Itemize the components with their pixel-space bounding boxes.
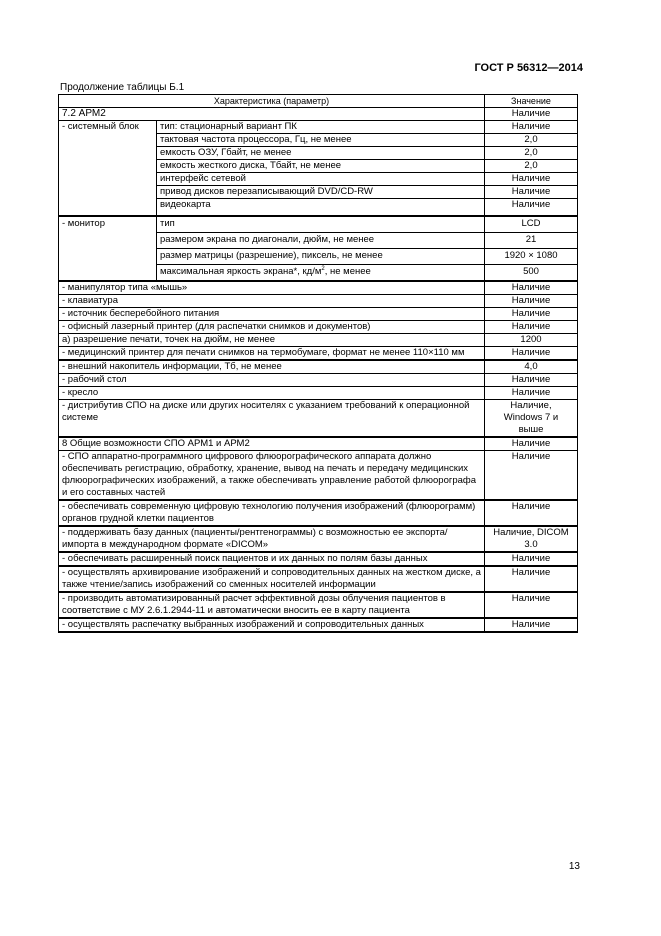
value-cell: Наличие [485, 552, 578, 566]
table-row [59, 216, 578, 233]
value-cell: LCD [485, 216, 578, 233]
group-label-monitor: - монитор [59, 216, 157, 281]
value-cell: Наличие [485, 186, 578, 199]
table-row [59, 281, 578, 295]
table-row [59, 347, 578, 361]
param-cell: - источник бесперебойного питания [59, 308, 485, 321]
brightness-text-suffix: , не менее [324, 266, 371, 277]
param-cell: интерфейс сетевой [157, 173, 485, 186]
value-cell: 4,0 [485, 360, 578, 374]
param-cell: - обеспечивать современную цифровую технологию получения изображений (флюорограмм) органов грудной клетки пациентов [59, 500, 485, 526]
table-row [59, 552, 578, 566]
param-cell: - офисный лазерный принтер (для распечатки снимков и документов) [59, 321, 485, 334]
param-cell: тактовая частота процессора, Гц, не менее [157, 134, 485, 147]
value-cell: Наличие, Windows 7 и выше [485, 400, 578, 438]
value-cell: Наличие [485, 347, 578, 361]
param-cell: - СПО аппаратно-программного цифрового флюорографического аппарата должно обеспечивать регистрацию, обработку, хранение, вывод на печать и передачу медицинских флюорографических изображений, а также обеспечивать управление работой флюорографа и его составных частей [59, 451, 485, 501]
table-row [59, 592, 578, 618]
value-cell: 500 [485, 265, 578, 282]
value-cell: Наличие [485, 173, 578, 186]
group-label-system-unit: - системный блок [59, 121, 157, 217]
value-cell: 1200 [485, 334, 578, 347]
table-row [59, 360, 578, 374]
param-cell: - медицинский принтер для печати снимков на термобумаге, формат не менее 110×110 мм [59, 347, 485, 361]
param-cell: - дистрибутив СПО на диске или других носителях с указанием требований к операционной системе [59, 400, 485, 438]
table-row [59, 387, 578, 400]
section-label: 7.2 АРМ2 [59, 108, 485, 121]
table-row [59, 500, 578, 526]
table-header-row [59, 95, 578, 108]
value-cell: Наличие [485, 387, 578, 400]
value-cell: Наличие [485, 321, 578, 334]
param-cell: тип [157, 216, 485, 233]
value-cell: 1920 × 1080 [485, 249, 578, 265]
section-row [59, 108, 578, 121]
value-cell: Наличие [485, 500, 578, 526]
value-cell: Наличие [485, 199, 578, 217]
value-cell: 21 [485, 233, 578, 249]
table-row [59, 374, 578, 387]
param-cell: емкость жесткого диска, Тбайт, не менее [157, 160, 485, 173]
value-cell: Наличие [485, 121, 578, 134]
value-cell: Наличие [485, 295, 578, 308]
param-cell: видеокарта [157, 199, 485, 217]
table-row [59, 526, 578, 552]
param-cell: тип: стационарный вариант ПК [157, 121, 485, 134]
value-cell: Наличие, DICOM 3.0 [485, 526, 578, 552]
value-cell: 2,0 [485, 160, 578, 173]
table-row [59, 121, 578, 134]
value-cell: Наличие [485, 618, 578, 632]
section-value: Наличие [485, 437, 578, 451]
column-header-value: Значение [485, 95, 578, 108]
table-row [59, 334, 578, 347]
table-row [59, 451, 578, 501]
param-cell: - производить автоматизированный расчет эффективной дозы облучения пациентов в соответствие с МУ 2.6.1.2944-11 и автоматически вносить ее в карту пациента [59, 592, 485, 618]
table-row [59, 308, 578, 321]
table-row [59, 566, 578, 592]
page-number: 13 [568, 861, 580, 872]
param-cell: - осуществлять распечатку выбранных изображений и сопроводительных данных [59, 618, 485, 632]
table-row [59, 400, 578, 438]
param-cell: - манипулятор типа «мышь» [59, 281, 485, 295]
document-code: ГОСТ Р 56312—2014 [474, 62, 583, 74]
param-cell: - внешний накопитель информации, Тб, не менее [59, 360, 485, 374]
value-cell: 2,0 [485, 134, 578, 147]
value-cell: Наличие [485, 374, 578, 387]
value-cell: Наличие [485, 451, 578, 501]
table-row [59, 321, 578, 334]
value-cell: 2,0 [485, 147, 578, 160]
value-cell: Наличие [485, 566, 578, 592]
param-cell: - поддерживать базу данных (пациенты/рентгенограммы) с возможностью ее экспорта/импорта в международном формате «DICOM» [59, 526, 485, 552]
param-cell: размером экрана по диагонали, дюйм, не менее [157, 233, 485, 249]
param-cell: размер матрицы (разрешение), пиксель, не менее [157, 249, 485, 265]
table-row [59, 295, 578, 308]
param-cell: а) разрешение печати, точек на дюйм, не менее [59, 334, 485, 347]
value-cell: Наличие [485, 592, 578, 618]
column-header-characteristic: Характеристика (параметр) [59, 95, 485, 108]
section-label: 8 Общие возможности СПО АРМ1 и АРМ2 [59, 437, 485, 451]
section-row [59, 437, 578, 451]
table-continuation-caption: Продолжение таблицы Б.1 [60, 82, 185, 93]
value-cell: Наличие [485, 308, 578, 321]
param-cell [157, 265, 485, 282]
param-cell: - клавиатура [59, 295, 485, 308]
table-row [59, 618, 578, 632]
requirements-table [58, 94, 578, 633]
superscript: 2 [321, 265, 325, 272]
param-cell: - рабочий стол [59, 374, 485, 387]
section-value: Наличие [485, 108, 578, 121]
param-cell: - осуществлять архивирование изображений и сопроводительных данных на жестком диске, а также чтение/запись изображений со сменных носителей информации [59, 566, 485, 592]
param-cell: привод дисков перезаписывающий DVD/CD-RW [157, 186, 485, 199]
param-cell: - обеспечивать расширенный поиск пациентов и их данных по полям базы данных [59, 552, 485, 566]
value-cell: Наличие [485, 281, 578, 295]
param-cell: емкость ОЗУ, Гбайт, не менее [157, 147, 485, 160]
param-cell: - кресло [59, 387, 485, 400]
brightness-text: максимальная яркость экрана*, кд/м [160, 266, 322, 277]
